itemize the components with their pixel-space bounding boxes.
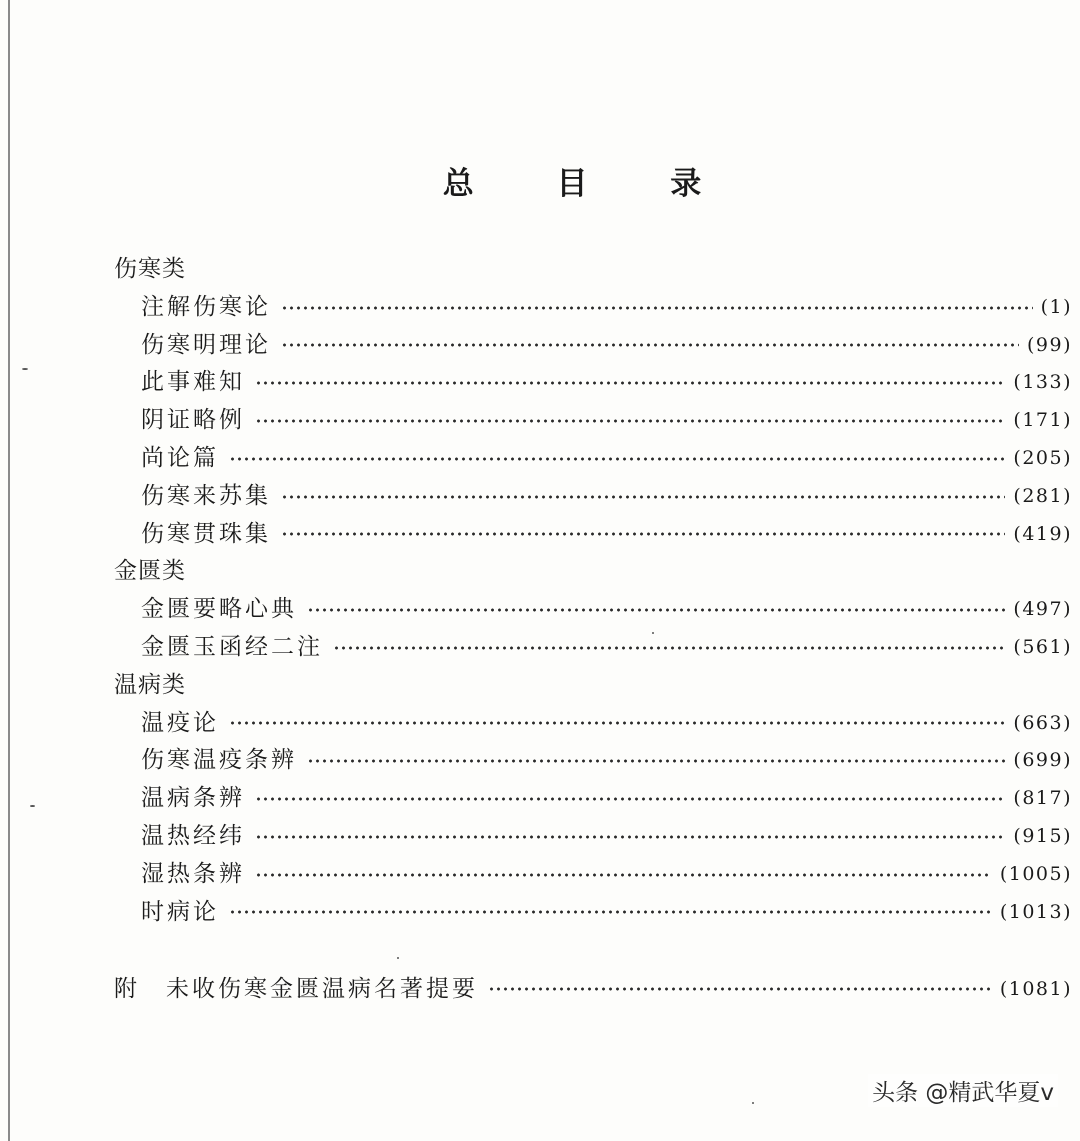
toc-entry[interactable] <box>114 478 1072 516</box>
dot-leader <box>229 720 1005 726</box>
toc-entry[interactable] <box>114 780 1072 818</box>
page-title: 总 目 录 <box>442 166 738 202</box>
entry-page-number: (1) <box>1040 295 1072 318</box>
watermark: 头条 @精武华夏v <box>868 1074 1058 1107</box>
dot-leader <box>255 796 1005 802</box>
entry-title: 温疫论 <box>141 709 219 736</box>
appendix-marker: 附 <box>114 976 137 1002</box>
entry-title: 注解伤寒论 <box>141 293 271 320</box>
entry-page-number: (133) <box>1013 371 1072 394</box>
entry-title: 尚论篇 <box>141 444 219 471</box>
entry-title: 此事难知 <box>141 369 245 396</box>
entry-title: 温热经纬 <box>141 822 245 849</box>
category-jingui: 金匮类 <box>114 558 186 585</box>
dot-leader <box>307 607 1005 613</box>
toc-entry[interactable] <box>114 705 1072 743</box>
entry-page-number: (561) <box>1013 635 1072 658</box>
dot-leader <box>281 305 1033 311</box>
dot-leader <box>307 758 1005 764</box>
dot-leader <box>229 909 992 915</box>
scan-speck <box>652 632 654 634</box>
toc-entry[interactable] <box>114 327 1072 365</box>
entry-title: 湿热条辨 <box>141 860 245 887</box>
table-of-contents <box>114 251 1072 931</box>
scan-speck <box>752 1102 754 1104</box>
toc-entry[interactable] <box>114 742 1072 780</box>
dot-leader <box>255 834 1005 840</box>
entry-page-number: (171) <box>1013 409 1072 432</box>
dot-leader <box>281 494 1005 500</box>
category-shanghan: 伤寒类 <box>114 256 186 282</box>
entry-page-number: (419) <box>1013 522 1072 545</box>
toc-entry[interactable] <box>114 440 1072 478</box>
entry-page-number: (281) <box>1013 484 1072 507</box>
entry-title: 伤寒来苏集 <box>141 482 271 509</box>
entry-title: 金匮要略心典 <box>141 596 297 623</box>
entry-title: 伤寒贯珠集 <box>141 520 271 547</box>
toc-entry[interactable] <box>114 629 1072 667</box>
toc-entry[interactable] <box>114 894 1072 932</box>
toc-entry[interactable] <box>114 856 1072 894</box>
appendix-page-number: (1081) <box>999 978 1072 1000</box>
toc-entry[interactable] <box>114 591 1072 629</box>
toc-entry[interactable] <box>114 289 1072 327</box>
toc-entry[interactable] <box>114 364 1072 402</box>
toc-entry[interactable] <box>114 402 1072 440</box>
dot-leader <box>229 456 1005 462</box>
appendix-title: 未收伤寒金匮温病名著提要 <box>166 976 478 1002</box>
entry-page-number: (663) <box>1013 711 1072 734</box>
toc-entry[interactable] <box>114 818 1072 856</box>
dot-leader <box>281 342 1019 348</box>
scan-speck <box>397 957 399 959</box>
dot-leader <box>488 986 992 992</box>
entry-page-number: (817) <box>1013 787 1072 810</box>
dot-leader <box>255 872 992 878</box>
dot-leader <box>255 418 1005 424</box>
entry-page-number: (699) <box>1013 749 1072 772</box>
entry-title: 温病条辨 <box>141 785 245 812</box>
dot-leader <box>255 380 1005 386</box>
category-wenbing: 温病类 <box>114 671 186 698</box>
scan-speck <box>30 805 35 807</box>
entry-title: 时病论 <box>141 898 219 925</box>
dot-leader <box>333 645 1005 651</box>
entry-page-number: (915) <box>1013 824 1072 847</box>
entry-page-number: (1005) <box>999 862 1072 885</box>
entry-page-number: (497) <box>1013 598 1072 621</box>
entry-title: 伤寒明理论 <box>141 331 271 358</box>
entry-title: 金匮玉函经二注 <box>141 633 323 660</box>
toc-entry[interactable] <box>114 516 1072 554</box>
entry-title: 伤寒温疫条辨 <box>141 747 297 774</box>
scan-speck <box>22 368 28 370</box>
entry-page-number: (1013) <box>999 900 1072 923</box>
entry-page-number: (205) <box>1013 446 1072 469</box>
appendix-entry[interactable] <box>114 971 1072 1007</box>
entry-title: 阴证略例 <box>141 407 245 434</box>
dot-leader <box>281 531 1005 537</box>
entry-page-number: (99) <box>1026 333 1072 356</box>
